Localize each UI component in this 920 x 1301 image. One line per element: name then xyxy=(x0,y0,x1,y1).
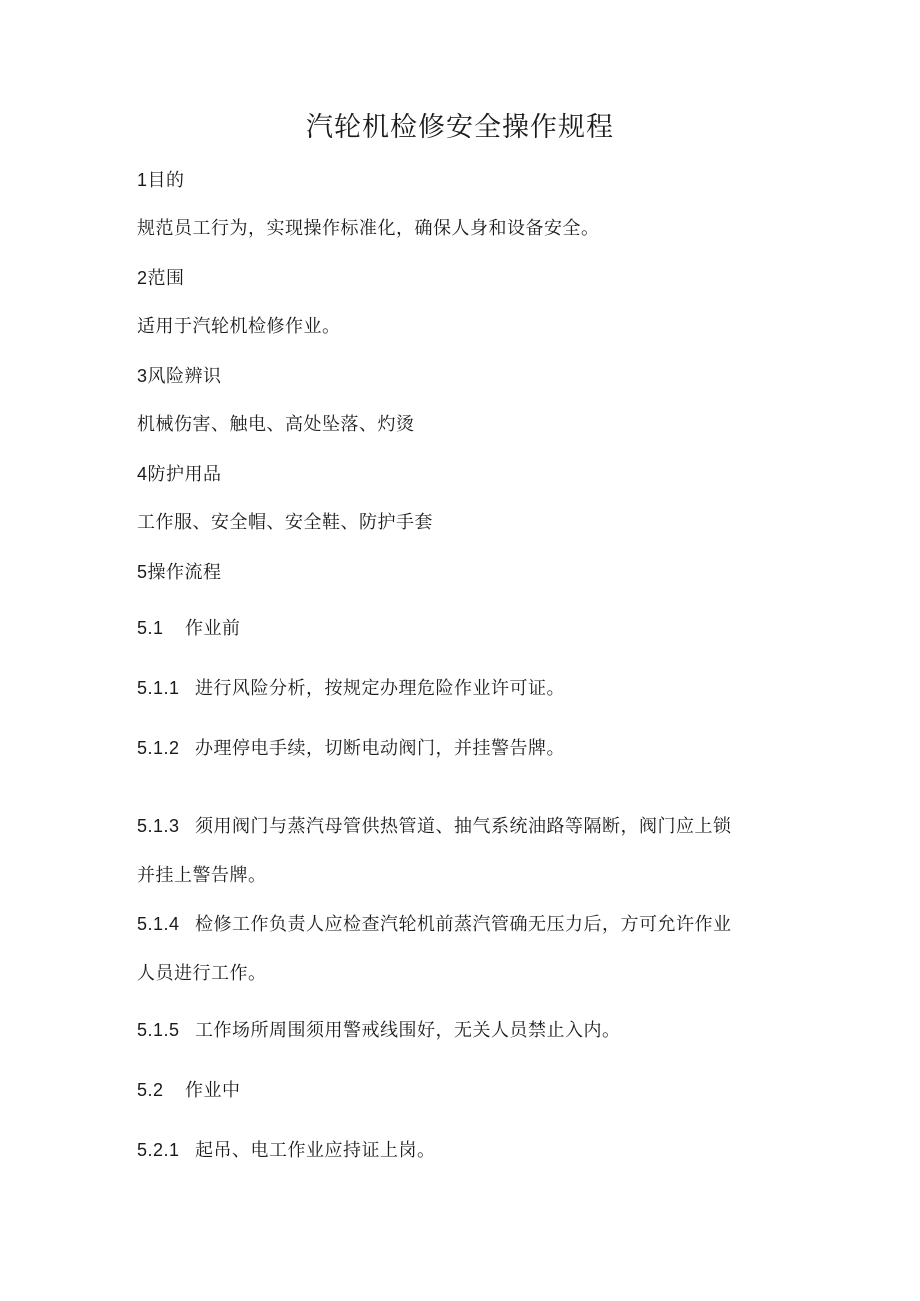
subsection-text: 作业前 xyxy=(185,618,241,639)
subsection-5-1-3-continuation: 并挂上警告牌。 xyxy=(137,865,267,886)
section-heading-text: 目的 xyxy=(147,170,185,191)
subsection-5-1-2 xyxy=(137,736,565,761)
section-body-1: 规范员工行为，实现操作标准化，确保人身和设备安全。 xyxy=(137,218,600,239)
subsection-5-2-1 xyxy=(137,1138,436,1163)
section-heading-text: 防护用品 xyxy=(147,464,222,485)
subsection-text: 作业中 xyxy=(185,1080,241,1101)
section-heading-text: 操作流程 xyxy=(147,562,222,583)
subsection-text: 工作场所周围须用警戒线围好，无关人员禁止入内。 xyxy=(195,1020,621,1041)
section-number: 1 xyxy=(137,170,148,190)
section-number: 4 xyxy=(137,464,148,484)
subsection-text: 检修工作负责人应检查汽轮机前蒸汽管确无压力后，方可允许作业 xyxy=(195,914,732,935)
subsection-5-1-4 xyxy=(137,912,732,937)
subsection-number: 5.1.5 xyxy=(137,1020,180,1040)
subsection-number: 5.1.1 xyxy=(137,678,180,698)
section-body-4: 工作服、安全帽、安全鞋、防护手套 xyxy=(137,512,433,533)
subsection-5-1-1 xyxy=(137,676,565,701)
subsection-text: 进行风险分析，按规定办理危险作业许可证。 xyxy=(195,678,565,699)
section-number: 3 xyxy=(137,366,148,386)
subsection-5-1-3 xyxy=(137,814,732,839)
subsection-number: 5.2 xyxy=(137,1080,164,1100)
section-heading-text: 风险辨识 xyxy=(147,366,222,387)
subsection-number: 5.1.2 xyxy=(137,738,180,758)
section-heading-5 xyxy=(137,560,222,585)
section-heading-2 xyxy=(137,266,185,291)
subsection-text: 办理停电手续，切断电动阀门，并挂警告牌。 xyxy=(195,738,565,759)
section-heading-3 xyxy=(137,364,222,389)
section-heading-1 xyxy=(137,168,185,193)
section-heading-4 xyxy=(137,462,222,487)
subsection-5-1-4-continuation: 人员进行工作。 xyxy=(137,963,267,984)
section-number: 2 xyxy=(137,268,148,288)
subsection-5-1-5 xyxy=(137,1018,621,1043)
subsection-number: 5.1 xyxy=(137,618,164,638)
subsection-number: 5.1.4 xyxy=(137,914,180,934)
subsection-text: 须用阀门与蒸汽母管供热管道、抽气系统油路等隔断，阀门应上锁 xyxy=(195,816,732,837)
subsection-text: 起吊、电工作业应持证上岗。 xyxy=(195,1140,436,1161)
document-title: 汽轮机检修安全操作规程 xyxy=(306,112,614,143)
section-body-2: 适用于汽轮机检修作业。 xyxy=(137,316,341,337)
subsection-number: 5.2.1 xyxy=(137,1140,180,1160)
subsection-number: 5.1.3 xyxy=(137,816,180,836)
section-number: 5 xyxy=(137,562,148,582)
subsection-5-1 xyxy=(137,616,241,641)
section-body-3: 机械伤害、触电、高处坠落、灼烫 xyxy=(137,414,415,435)
subsection-5-2 xyxy=(137,1078,241,1103)
section-heading-text: 范围 xyxy=(147,268,185,289)
